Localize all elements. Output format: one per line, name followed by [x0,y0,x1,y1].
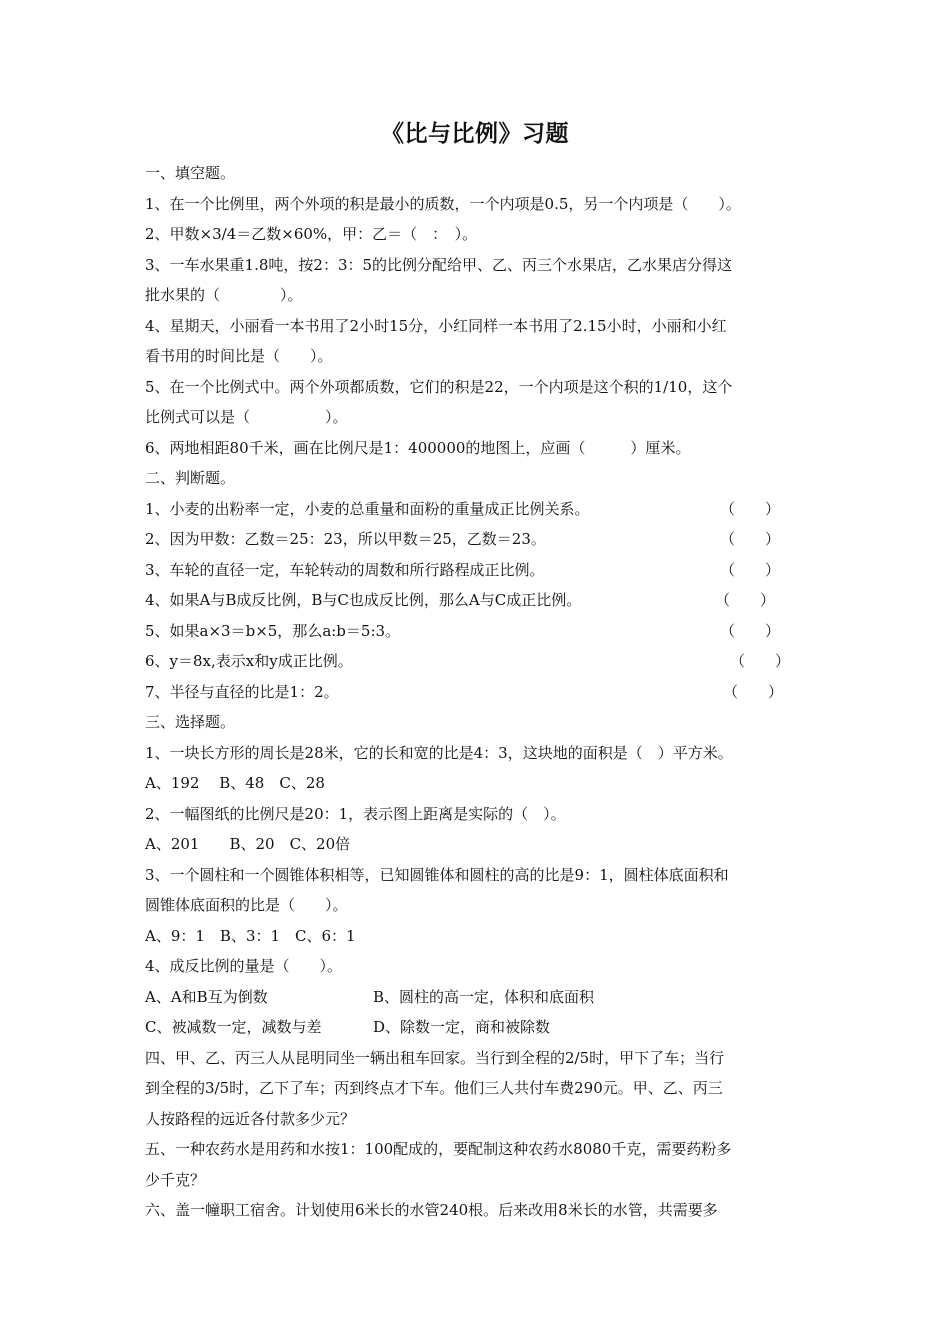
choice-question-2-options: A、201 B、20 C、20倍 [145,835,351,853]
choice-question-3-options: A、9：1 B、3：1 C、6：1 [145,926,356,945]
problem-6-line-1: 六、盖一幢职工宿舍。计划使用6米长的水管240根。后来改用8米长的水管，共需要多 [145,1201,718,1219]
judge-answer-blank: （ ） [715,591,776,609]
fill-question-5-line-2: 比例式可以是（ ）。 [145,408,348,426]
choice-question-1: 1、一块长方形的周长是28米，它的长和宽的比是4：3，这块地的面积是（ ）平方米。 [145,743,733,762]
judge-question-6 [145,646,805,677]
judge-answer-blank: （ ） [720,530,781,548]
judge-question-text: 5、如果a×3＝b×5，那么a:b＝5:3。 [145,621,401,640]
judge-answer-blank: （ ） [720,499,781,518]
section-heading-judge: 二、判断题。 [145,469,236,487]
choice-question-2: 2、一幅图纸的比例尺是20：1，表示图上距离是实际的（ ）。 [145,804,566,823]
judge-answer-blank: （ ） [720,621,781,640]
judge-question-text: 1、小麦的出粉率一定，小麦的总重量和面粉的重量成正比例关系。 [145,499,590,518]
choice-question-4-options-cd [145,1012,805,1043]
judge-question-text: 4、如果A与B成反比例，B与C也成反比例，那么A与C成正比例。 [145,591,582,609]
judge-question-5 [145,616,805,647]
page-title: 《比与比例》习题 [381,120,569,147]
judge-question-text: 7、半径与直径的比是1：2。 [145,682,339,701]
problem-4-line-3: 人按路程的远近各付款多少元？ [145,1109,356,1128]
fill-question-4-line-2: 看书用的时间比是（ ）。 [145,347,333,365]
problem-5-line-1: 五、一种农药水是用药和水按1：100配成的，要配制这种农药水8080千克，需要药粉多 [145,1140,732,1158]
judge-question-3 [145,555,805,586]
section-heading-fill: 一、填空题。 [145,164,236,182]
judge-question-2 [145,524,805,555]
fill-question-3-line-2: 批水果的（ ）。 [145,286,303,304]
problem-5-line-2: 少千克？ [145,1170,206,1189]
judge-answer-blank: （ ） [723,682,784,701]
judge-question-text: 2、因为甲数：乙数＝25：23，所以甲数＝25，乙数＝23。 [145,530,546,548]
choice-option-b: B、圆柱的高一定，体积和底面积 [373,987,595,1006]
judge-question-7 [145,677,805,708]
choice-question-3-line-1: 3、一个圆柱和一个圆锥体积相等，已知圆锥体和圆柱的高的比是9：1，圆柱体底面积和 [145,865,729,884]
judge-question-1 [145,494,805,525]
choice-question-3-line-2: 圆锥体底面积的比是（ ）。 [145,896,348,914]
fill-question-6: 6、两地相距80千米，画在比例尺是1：400000的地图上，应画（ ）厘米。 [145,438,691,457]
fill-question-3-line-1: 3、一车水果重1.8吨，按2：3：5的比例分配给甲、乙、丙三个水果店，乙水果店分得这 [145,255,733,274]
exercise-content [145,158,805,1226]
choice-question-1-options: A、192 B、48 C、28 [145,774,325,792]
fill-question-1: 1、在一个比例里，两个外项的积是最小的质数，一个内项是0.5，另一个内项是（ ）。 [145,194,741,213]
fill-question-2: 2、甲数×3/4＝乙数×60%，甲：乙＝（ ： ）。 [145,225,478,243]
choice-question-4: 4、成反比例的量是（ ）。 [145,957,343,975]
problem-4-line-2: 到全程的3/5时，乙下了车；丙到终点才下车。他们三人共付车费290元。甲、乙、丙三 [145,1079,723,1097]
judge-question-4 [145,585,805,616]
judge-question-text: 3、车轮的直径一定，车轮转动的周数和所行路程成正比例。 [145,560,545,579]
problem-4-line-1: 四、甲、乙、丙三人从昆明同坐一辆出租车回家。当行到全程的2/5时，甲下了车；当行 [145,1048,725,1067]
fill-question-4-line-1: 4、星期天，小丽看一本书用了2小时15分，小红同样一本书用了2.15小时，小丽和小红 [145,316,727,335]
judge-question-text: 6、y＝8x,表示x和y成正比例。 [145,652,353,670]
choice-option-a: A、A和B互为倒数 [145,987,268,1006]
fill-question-5-line-1: 5、在一个比例式中。两个外项都质数，它们的积是22，一个内项是这个积的1/10，这个 [145,377,733,396]
choice-option-d: D、除数一定，商和被除数 [373,1018,551,1036]
choice-option-c: C、被减数一定，减数与差 [145,1018,322,1036]
judge-answer-blank: （ ） [730,652,791,670]
choice-question-4-options-ab [145,982,805,1013]
judge-answer-blank: （ ） [720,560,781,579]
section-heading-choice: 三、选择题。 [145,713,236,731]
